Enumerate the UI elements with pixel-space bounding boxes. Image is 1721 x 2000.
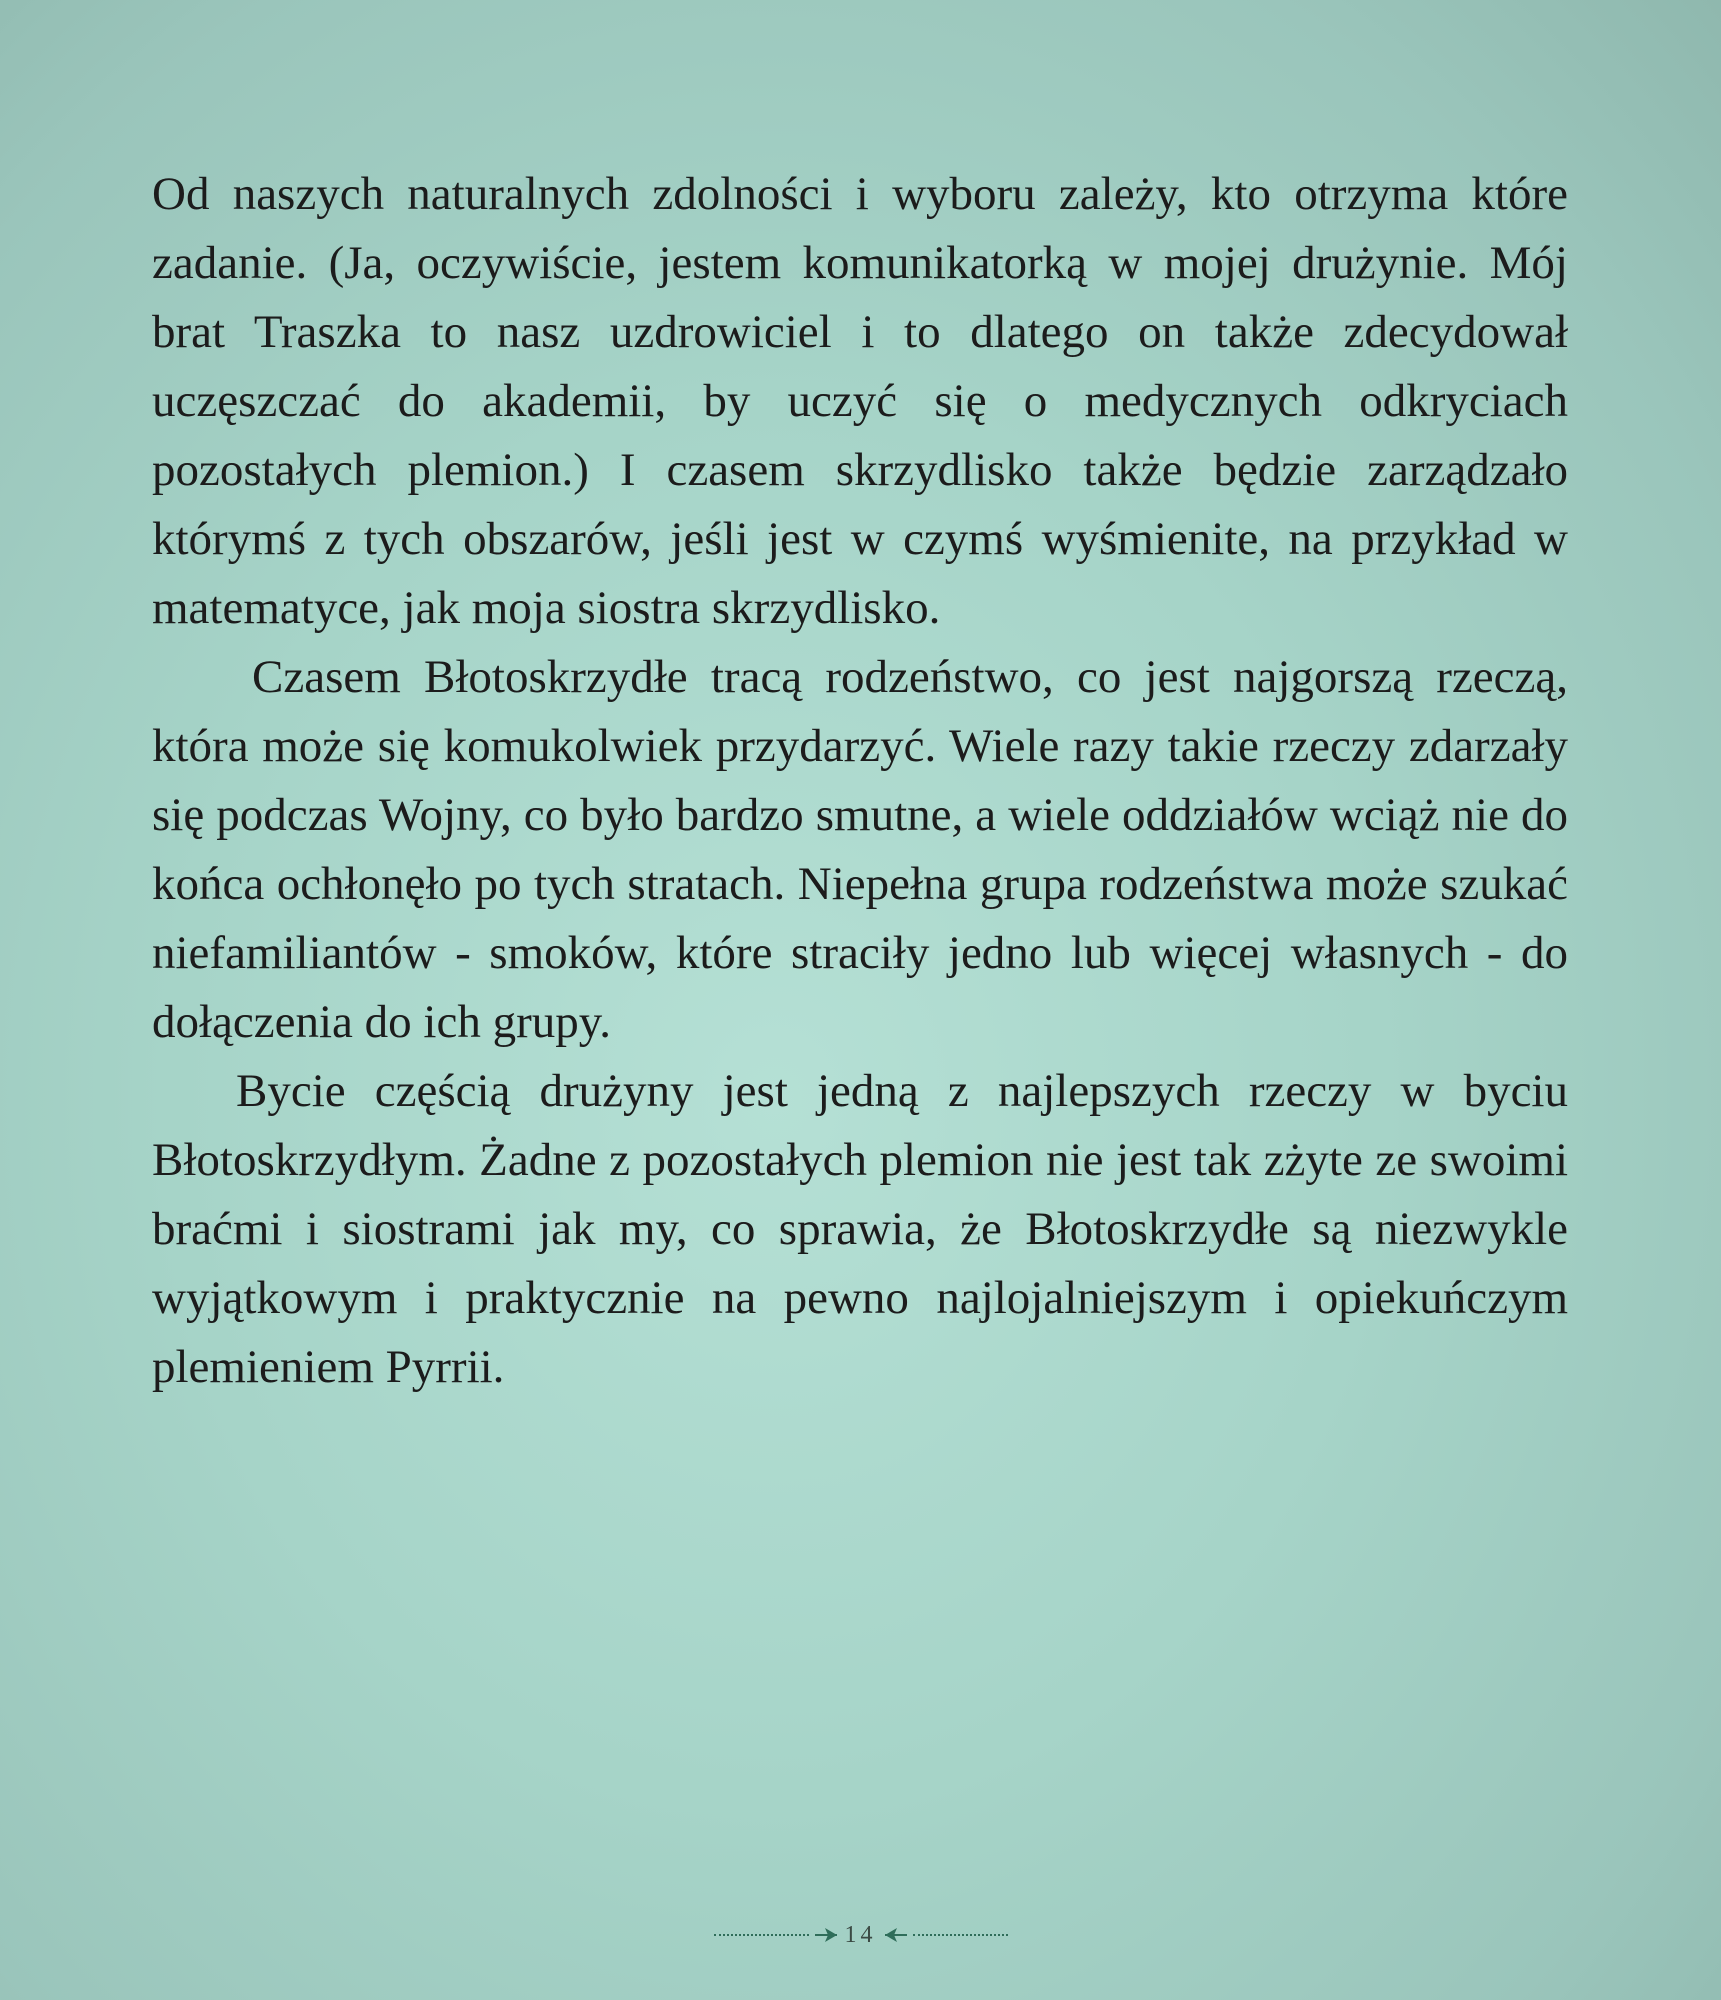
right-dotted-line: [913, 1934, 1008, 1936]
page-footer: [0, 1915, 1721, 1955]
paragraph-1: Od naszych naturalnych zdolności i wyboru zależy, kto otrzyma które zadanie. (Ja, oczywiście, jestem komunikatorką w mojej drużynie. Mój brat Traszka to nasz uzdrowiciel i to dlatego on także zdecydował uczęszczać do akademii, by uczyć się o medycznych odkryciach pozostałych plemion.) I czasem skrzydlisko także będzie zarządzało którymś z tych obszarów, jeśli jest w czymś wyśmienite, na przykład w matematyce, jak moja siostra skrzydlisko.: [152, 168, 1568, 634]
left-dotted-line: [714, 1934, 809, 1936]
right-arrow-icon: [885, 1928, 907, 1942]
page-number: 14: [844, 1921, 877, 1948]
paragraph-3: Bycie częścią drużyny jest jedną z najlepszych rzeczy w byciu Błotoskrzydłym. Żadne z pozostałych plemion nie jest tak zżyte ze swoimi braćmi i siostrami jak my, co sprawia, że Błotoskrzydłe są niezwykle wyjątkowym i praktycznie na pewno najlojalniejszym i opiekuńczym plemieniem Pyrrii.: [152, 1065, 1568, 1393]
body-text: [152, 160, 1568, 1402]
left-arrow-icon: [815, 1928, 837, 1942]
page-number-ornament: [714, 1922, 1008, 1949]
paragraph-2: Czasem Błotoskrzydłe tracą rodzeństwo, co jest najgorszą rzeczą, która może się komukolwiek przydarzyć. Wiele razy takie rzeczy zdarzały się podczas Wojny, co było bardzo smutne, a wiele oddziałów wciąż nie do końca ochłonęło po tych stratach. Niepełna grupa rodzeństwa może szukać niefamiliantów - smoków, które straciły jedno lub więcej własnych - do dołączenia do ich grupy.: [152, 651, 1568, 1048]
